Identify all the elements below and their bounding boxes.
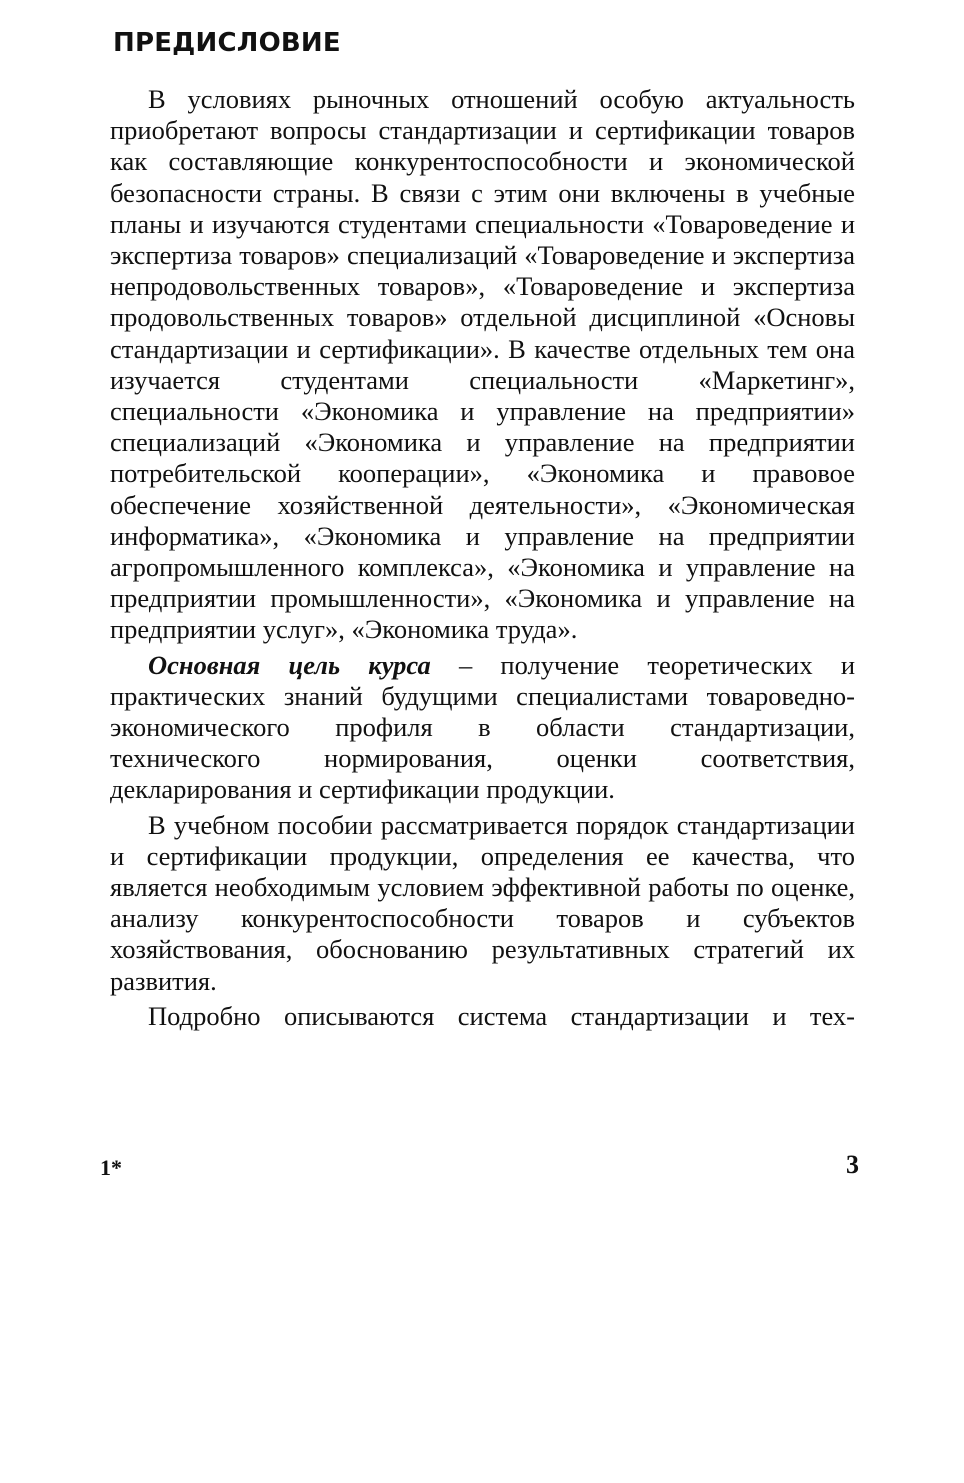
paragraph-continuation	[110, 1001, 855, 1032]
course-goal-emphasis: Основная цель курса	[148, 649, 431, 680]
page-number: 3	[846, 1150, 859, 1179]
paragraph-intro	[110, 84, 855, 646]
paragraph-textbook-scope	[110, 810, 855, 997]
paragraph-textbook-scope-text: В учебном пособии рассматривается порядок стандартизации и сертификации продукции, определения ее качества, что является необходимым условием эффективной работы по оценке, анализу конкурентоспособности товаров и субъектов хозяйствования, обоснованию результативных стратегий их развития.	[110, 809, 855, 996]
preface-body	[110, 84, 855, 1032]
paragraph-intro-text: В условиях рыночных отношений особую актуальность приобретают вопросы стандартизации и сертификации товаров как составляющие конкурентоспособности и экономической безопасности страны. В связи с этим они включены в учебные планы и изучаются студентами специальности «Товароведение и экспертиза товаров» специализаций «Товароведение и экспертиза непродовольственных товаров», «Товароведение и экспертиза продовольственных товаров» отдельной дисциплиной «Основы стандартизации и сертификации». В качестве отдельных тем она изучается студентами специальности «Маркетинг», специальности «Экономика и управление на предприятии» специализаций «Экономика и управление на предприятии потребительской кооперации», «Экономика и правовое обеспечение хозяйственной деятельности», «Экономическая информатика», «Экономика и управление на предприятии агропромышленного комплекса», «Экономика и управление на предприятии промышленности», «Экономика и управление на предприятии услуг», «Экономика труда».	[110, 84, 855, 645]
paragraph-continuation-text: Подробно описываются система стандартизации и тех-	[148, 1000, 855, 1031]
paragraph-course-goal	[110, 650, 855, 806]
document-page	[110, 0, 855, 1483]
paragraph-course-goal-text: – получение теоретических и практических знаний будущими специалистами товароведно-экономического профиля в области стандартизации, технического нормирования, оценки соответствия, декларирования и сертификации продукции.	[110, 649, 855, 805]
signature-mark: 1*	[100, 1155, 122, 1180]
page-title: ПРЕДИСЛОВИЕ	[113, 28, 341, 58]
